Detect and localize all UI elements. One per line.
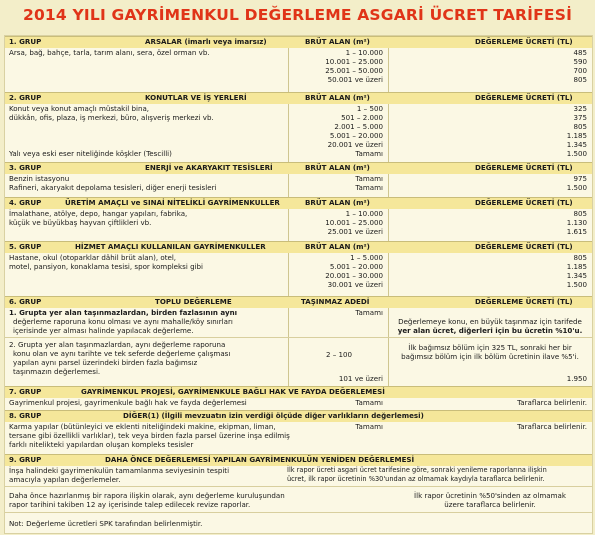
group-description: Hastane, okul (otoparklar dâhil brüt alan), otel, bbox=[9, 253, 177, 262]
fee-value: 1.500 bbox=[566, 149, 587, 158]
group-description-extra: Yalı veya eski eser niteliğinde köşkler (Tescilli) bbox=[9, 149, 172, 158]
area-range: 5.001 – 20.000 bbox=[329, 262, 383, 271]
group-description: Rafineri, akaryakıt depolama tesisleri, diğer enerji tesisleri bbox=[9, 183, 217, 192]
fee-value: 325 bbox=[573, 104, 587, 113]
fee-header: DEĞERLEME ÜCRETİ (TL) bbox=[475, 242, 573, 251]
area-range: 10.001 – 25.000 bbox=[325, 218, 383, 227]
fee-value: 1.950 bbox=[566, 374, 587, 383]
group-description: Gayrimenkul projesi, gayrimenkule bağlı hak ve fayda değerlemesi bbox=[9, 398, 247, 407]
count-value: Tamamı bbox=[355, 308, 383, 317]
fee-value: 1.345 bbox=[566, 271, 587, 280]
count-value: Tamamı bbox=[355, 422, 383, 431]
area-header: BRÜT ALAN (m²) bbox=[305, 93, 370, 102]
group-description: Benzin istasyonu bbox=[9, 174, 70, 183]
group-description: tersane gibi özellikli varlıklar), tek veya birden fazla parsel üzerine inşa edilmiş bbox=[9, 431, 290, 440]
group-description: değerleme raporuna konu olması ve aynı mahalle/köy sınırları bbox=[13, 317, 233, 326]
group-number: 5. GRUP bbox=[9, 242, 42, 251]
column-divider bbox=[288, 36, 289, 386]
group-name: ARSALAR (imarlı veya imarsız) bbox=[145, 37, 267, 46]
fee-rule: İlk rapor ücreti asgari ücret tarifesine göre, sonraki yenileme raporlarına ilişkin bbox=[287, 466, 547, 474]
fee-value: Taraflarca belirlenir. bbox=[517, 422, 587, 431]
column-divider bbox=[388, 36, 389, 386]
fee-value: 805 bbox=[573, 253, 587, 262]
group-description: konu olan ve aynı tarihte ve tek seferde değerleme çalışması bbox=[13, 349, 231, 358]
fee-value: 805 bbox=[573, 209, 587, 218]
area-range: 30.001 ve üzeri bbox=[327, 280, 383, 289]
group-description: taşınmazın değerlemesi. bbox=[13, 367, 101, 376]
fee-rule: yer alan ücret, diğerleri için bu ücretin %10'u. bbox=[397, 326, 583, 335]
fee-rule: bağımsız bölüm için ilk bölüm ücretinin ilave %5'i. bbox=[401, 352, 579, 361]
group-number: 6. GRUP bbox=[9, 297, 42, 306]
group-description: Karma yapılar (bütünleyici ve eklenti niteliğindeki makine, ekipman, liman, bbox=[9, 422, 276, 431]
group-number: 8. GRUP bbox=[9, 411, 42, 420]
group-description: 1. Grupta yer alan taşınmazlardan, birden fazlasının aynı bbox=[9, 308, 238, 317]
fee-value: 590 bbox=[573, 57, 587, 66]
area-range: 5.001 – 20.000 bbox=[329, 131, 383, 140]
fee-value: 1.185 bbox=[566, 131, 587, 140]
area-range: 1 – 500 bbox=[356, 104, 383, 113]
group-description: yapılan aynı parsel üzerindeki birden fazla bağımsız bbox=[13, 358, 198, 367]
fee-rule: üzere taraflarca belirlenir. bbox=[444, 500, 536, 509]
group-description: Konut veya konut amaçlı müstakil bina, bbox=[9, 104, 150, 113]
area-header: BRÜT ALAN (m²) bbox=[305, 37, 370, 46]
area-range: 25.001 – 50.000 bbox=[325, 66, 383, 75]
fee-rule: İlk bağımsız bölüm için 325 TL, sonraki her bir bbox=[408, 343, 572, 352]
group-number: 9. GRUP bbox=[9, 455, 42, 464]
fee-rule: ücret, ilk rapor ücretinin %30'undan az olmamak kaydıyla taraflarca belirlenir. bbox=[287, 475, 545, 483]
group-description: İnşa halindeki gayrimenkulün tamamlanma seviyesinin tespiti bbox=[9, 466, 230, 475]
group-description: rapor tarihini takiben 12 ay içerisinde talep edilecek revize raporlar. bbox=[9, 500, 251, 509]
footnote: Not: Değerleme ücretleri SPK tarafından belirlenmiştir. bbox=[9, 519, 203, 528]
group-number: 2. GRUP bbox=[9, 93, 42, 102]
area-range: 10.001 – 25.000 bbox=[325, 57, 383, 66]
area-range: 20.001 – 30.000 bbox=[325, 271, 383, 280]
count-header: TAŞINMAZ ADEDİ bbox=[301, 297, 370, 306]
area-range: 501 – 2.000 bbox=[341, 113, 383, 122]
fee-value: 805 bbox=[573, 75, 587, 84]
area-range: 1 – 5.000 bbox=[350, 253, 383, 262]
fee-value: 375 bbox=[573, 113, 587, 122]
area-range: 1 – 10.000 bbox=[345, 209, 383, 218]
row-divider bbox=[5, 337, 592, 338]
group-description: küçük ve büyükbaş hayvan çiftlikleri vb. bbox=[9, 218, 152, 227]
fee-value: 1.130 bbox=[566, 218, 587, 227]
fee-rule: İlk rapor ücretinin %50'sinden az olmamak bbox=[414, 491, 566, 500]
area-range: 1 – 10.000 bbox=[345, 48, 383, 57]
group-name: HİZMET AMAÇLI KULLANILAN GAYRİMENKULLER bbox=[75, 242, 266, 251]
group-description: İmalathane, atölye, depo, hangar yapıları, fabrika, bbox=[9, 209, 188, 218]
group-number: 4. GRUP bbox=[9, 198, 42, 207]
fee-header: DEĞERLEME ÜCRETİ (TL) bbox=[475, 93, 573, 102]
fee-header: DEĞERLEME ÜCRETİ (TL) bbox=[475, 163, 573, 172]
area-range: Tamamı bbox=[355, 149, 383, 158]
row-divider bbox=[5, 512, 592, 513]
row-divider bbox=[5, 486, 592, 487]
fee-header: DEĞERLEME ÜCRETİ (TL) bbox=[475, 198, 573, 207]
group-description: farklı nitelikteki yapılardan oluşan kompleks tesisler bbox=[9, 440, 194, 449]
group-name: DİĞER(1) (İlgili mevzuatın izin verdiği ölçüde diğer varlıkların değerlemesi) bbox=[123, 411, 424, 420]
group-description: dükkân, ofis, plaza, iş merkezi, büro, alışveriş merkezi vb. bbox=[9, 113, 214, 122]
group-number: 7. GRUP bbox=[9, 387, 42, 396]
fee-header: DEĞERLEME ÜCRETİ (TL) bbox=[475, 297, 573, 306]
group-name: DAHA ÖNCE DEĞERLEMESİ YAPILAN GAYRİMENKULÜN YENİDEN DEĞERLEMESİ bbox=[105, 455, 415, 464]
fee-header: DEĞERLEME ÜCRETİ (TL) bbox=[475, 37, 573, 46]
fee-rule: Değerlemeye konu, en büyük taşınmaz için tarifede bbox=[398, 317, 582, 326]
fee-value: Taraflarca belirlenir. bbox=[517, 398, 587, 407]
area-range: 2.001 – 5.000 bbox=[334, 122, 383, 131]
group-number: 3. GRUP bbox=[9, 163, 42, 172]
page-title: 2014 YILI GAYRİMENKUL DEĞERLEME ASGARİ ÜCRET TARİFESİ bbox=[22, 6, 573, 24]
fee-value: 1.500 bbox=[566, 183, 587, 192]
fee-value: 700 bbox=[573, 66, 587, 75]
area-header: BRÜT ALAN (m²) bbox=[305, 242, 370, 251]
fee-value: 1.500 bbox=[566, 280, 587, 289]
area-range: Tamamı bbox=[355, 183, 383, 192]
fee-value: 975 bbox=[573, 174, 587, 183]
tariff-table bbox=[4, 35, 593, 534]
fee-value: 1.615 bbox=[566, 227, 587, 236]
area-header: BRÜT ALAN (m²) bbox=[305, 198, 370, 207]
group-description: motel, pansiyon, konaklama tesisi, spor kompleksi gibi bbox=[9, 262, 204, 271]
group-number: 1. GRUP bbox=[9, 37, 42, 46]
group-name: ÜRETİM AMAÇLI ve SINAİ NİTELİKLİ GAYRİMENKULLER bbox=[65, 198, 280, 207]
fee-value: 485 bbox=[573, 48, 587, 57]
group-description: Daha önce hazırlanmış bir rapora ilişkin olarak, aynı değerleme kuruluşundan bbox=[9, 491, 285, 500]
area-range: 50.001 ve üzeri bbox=[327, 75, 383, 84]
fee-value: 1.345 bbox=[566, 140, 587, 149]
count-value: 2 – 100 bbox=[325, 350, 353, 359]
area-range: 25.001 ve üzeri bbox=[327, 227, 383, 236]
group-name: ENERJİ ve AKARYAKIT TESİSLERİ bbox=[145, 163, 273, 172]
group-description: amacıyla yapılan değerlemeler. bbox=[9, 475, 121, 484]
group-description: 2. Grupta yer alan taşınmazlardan, aynı değerleme raporuna bbox=[9, 340, 226, 349]
area-range: 20.001 ve üzeri bbox=[327, 140, 383, 149]
area-header: BRÜT ALAN (m²) bbox=[305, 163, 370, 172]
fee-value: 805 bbox=[573, 122, 587, 131]
group-description: içerisinde yer alması halinde yapılacak değerleme. bbox=[13, 326, 194, 335]
group-name: GAYRİMENKUL PROJESİ, GAYRİMENKULE BAĞLI HAK VE FAYDA DEĞERLEMESİ bbox=[81, 387, 385, 396]
group-name: KONUTLAR VE İŞ YERLERİ bbox=[145, 93, 247, 102]
area-range: Tamamı bbox=[355, 174, 383, 183]
count-value: Tamamı bbox=[355, 398, 383, 407]
count-value: 101 ve üzeri bbox=[338, 374, 383, 383]
fee-value: 1.185 bbox=[566, 262, 587, 271]
group-name: TOPLU DEĞERLEME bbox=[155, 297, 232, 306]
group-description: Arsa, bağ, bahçe, tarla, tarım alanı, sera, özel orman vb. bbox=[9, 48, 210, 57]
